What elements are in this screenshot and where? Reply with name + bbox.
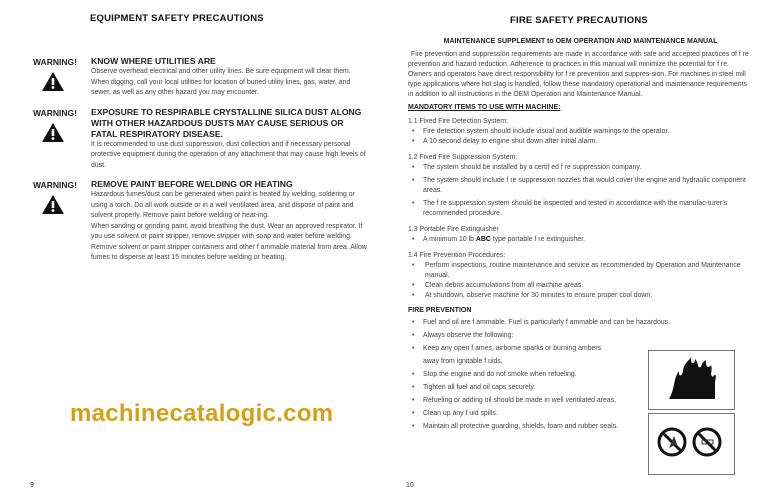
list-item: • The system should be installed by a certif ed f re suppression company. [408,163,753,173]
warning-triangle-icon [42,72,64,91]
list-item [408,235,753,245]
list-item: • Perform inspections, routine maintenance and service as recommended by Operation and Maintenance manual. [408,261,753,281]
warning-label: WARNING! [33,180,77,190]
fire-prevention-heading: FIRE PREVENTION [408,307,472,314]
warning-heading: KNOW WHERE UTILITIES ARE [91,56,216,66]
section-1-4 [408,251,753,301]
list-item: • Fuel and oil are f ammable. Fuel is particularly f ammable and can be hazardous. [408,316,753,329]
warning-triangle-icon [42,123,64,142]
page-number: 10 [406,482,414,489]
item-bold-text: ABC [475,236,491,243]
section-title: 1.4 Fire Prevention Procedures: [408,252,506,259]
warning-block [33,179,368,264]
warnings-list [33,56,368,272]
section-1-2 [408,153,753,219]
flame-icon [649,351,734,409]
section-title: 1.1 Fixed Fire Detection System: [408,118,508,125]
section-1-1 [408,117,753,147]
warning-block [33,107,368,172]
list-item: • Tighten all fuel and oil caps securely. [408,381,638,394]
warning-heading: EXPOSURE TO RESPIRABLE CRYSTALLINE SILICA DUST ALONG WITH OTHER HAZARDOUS DUSTS MAY CAUSE SERIOUS OR FATAL RESPIRATORY DISEASE. [91,106,362,139]
list-item: • A 10 second delay to engine shut down after initial alarm. [408,137,753,147]
list-item: • Refueling or adding oil should be made in well ventilated areas. [408,394,638,407]
section-title: 1.2 Fixed Fire Suppression System: [408,154,518,161]
left-page-title: EQUIPMENT SAFETY PRECAUTIONS [90,13,264,24]
warning-body-paragraph: Hazardous fumes/dust can be generated when paint is heated by welding, soldering or using a torch. Do all work outside or in a well ventilated area, and dispose of paint and solvent properly. Remove paint before welding or heat-ing. [91,191,355,219]
list-item: • Clean debris accumulations from all machine areas. [408,281,753,291]
warning-label: WARNING! [33,107,77,118]
warning-label: WARNING! [33,57,77,67]
warning-body-paragraph: When sanding or grinding paint, avoid breathing the dust. Wear an approved respirator. If you use solvent or paint stripper, remove stripper with soap and water before welding. Remove solvent or paint stripper containers and other f ammable material from area. Allow fumes to disperse at least 15 minutes before welding or heating. [91,222,367,261]
list-item: • The system should include f re suppression nozzles that would cover the engine and hydraulic component areas. [408,176,753,196]
flame-hazard-image [648,350,735,410]
list-item: • Clean up any f uid spills. [408,407,638,420]
warning-triangle-icon [42,195,64,214]
no-flame-no-smoking-image [648,413,735,475]
list-item-continuation: away from ignitable f uids. [423,358,503,365]
section-1-3 [408,225,753,245]
warning-heading: REMOVE PAINT BEFORE WELDING OR HEATING [91,179,293,189]
list-item: • Always observe the following: [408,329,638,342]
list-item: • Fire detection system should include visual and audible warnings to the operator. [408,127,753,137]
page-number: 9 [30,482,34,489]
list-item: • Keep any open f ames, airborne sparks or burning ambers [408,342,638,355]
watermark: machinecatalogic.com [70,400,334,427]
warning-body: It is recommended to use dust suppression, dust collection and if necessary personal protective equipment during the operation of any attachment that may cause high levels of dust. [91,140,366,169]
mandatory-heading: MANDATORY ITEMS TO USE WITH MACHINE: [408,104,561,111]
warning-body: Observe overhead electrical and other utility lines. Be sure equipment will clear them. When digging, call your local utilities for location of buried utility lines, gas, water, and sewer, as well as any other hazard you may encounter. [91,68,351,96]
list-item: • At shutdown, observe machine for 30 minutes to ensure proper cool down. [408,291,753,301]
intro-paragraph: Fire prevention and suppression requirements are made in accordance with safe and accepted practices of f re prevention and hazard reduction. Adherence to practices in this manual will minimize the potential for f re. Owners and operators have direct responsibility for f re prevention and suppres-sion. For machines in steel mill type applications where hot slag is handled, follow these mandatory operational and maintenance requirements in addition to all instructions in the OEM Operation and Maintenance Manual. [408,51,749,98]
no-open-flame-no-smoking-icon [649,414,734,474]
item-text: A minimum 10 lb [423,236,476,243]
list-item: • The f re suppression system should be inspected and tested in accordance with the manufac-turer’s recommended procedure. [408,199,753,219]
section-title: 1.3 Portable Fire Extinguisher [408,226,499,233]
right-page-title: FIRE SAFETY PRECAUTIONS [510,15,648,26]
list-item: • Stop the engine and do not smoke when refueling. [408,368,638,381]
item-text: type portable f re extinguisher. [490,236,586,243]
warning-block [33,56,368,99]
subtitle: MAINTENANCE SUPPLEMENT to OEM OPERATION AND MAINTENANCE MANUAL [443,38,718,45]
list-item: • Maintain all protective guarding, shields, foam and rubber seals. [408,420,638,433]
